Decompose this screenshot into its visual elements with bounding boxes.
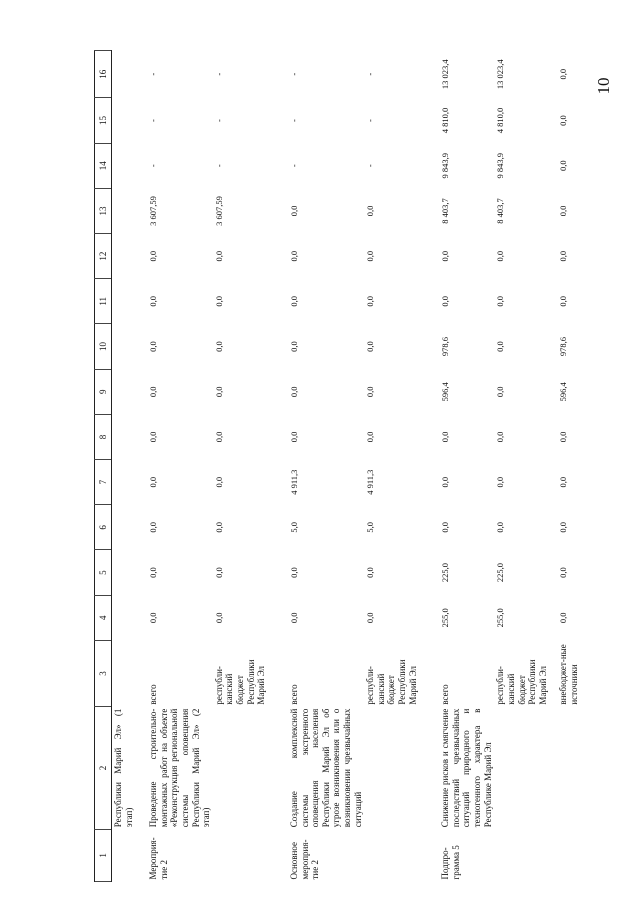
value-cell: 0,0 bbox=[288, 341, 299, 352]
spacer-cell bbox=[549, 51, 557, 882]
funding-source-cell: всего bbox=[288, 684, 299, 705]
value-cell: 0,0 bbox=[288, 386, 299, 398]
value-cell bbox=[112, 595, 136, 640]
value-cell bbox=[112, 369, 136, 414]
value-cell: 0,0 bbox=[558, 250, 569, 262]
value-cell: 0,0 bbox=[288, 567, 299, 578]
value-cell: 0,0 bbox=[558, 68, 569, 80]
value-cell: - bbox=[288, 119, 299, 122]
column-number: 5 bbox=[95, 550, 112, 595]
funding-source-cell: внебюджет-ные источники bbox=[558, 644, 579, 705]
column-number: 1 bbox=[95, 829, 112, 881]
value-cell: 0,0 bbox=[365, 296, 376, 307]
value-cell: 0,0 bbox=[365, 250, 376, 262]
value-cell: 0,0 bbox=[213, 341, 224, 352]
funding-source-cell: республи-канский бюджет Республики Марий Эл bbox=[213, 659, 267, 705]
value-cell: 0,0 bbox=[495, 476, 506, 488]
value-cell: 0,0 bbox=[213, 250, 224, 262]
value-cell: 0,0 bbox=[495, 250, 506, 262]
value-cell: 0,0 bbox=[495, 341, 506, 352]
column-number: 7 bbox=[95, 460, 112, 505]
value-cell: 0,0 bbox=[495, 431, 506, 443]
value-cell: 3 607,59 bbox=[213, 196, 224, 226]
value-cell bbox=[112, 414, 136, 459]
value-cell: - bbox=[148, 119, 159, 122]
value-cell: 0,0 bbox=[148, 296, 159, 307]
value-cell: 0,0 bbox=[148, 250, 159, 262]
value-cell: 0,0 bbox=[440, 296, 451, 307]
value-cell: 0,0 bbox=[558, 522, 569, 533]
row-name-cell bbox=[494, 707, 549, 830]
value-cell: 0,0 bbox=[213, 386, 224, 398]
value-cell: 0,0 bbox=[213, 567, 224, 578]
value-cell: 4 911,3 bbox=[288, 469, 299, 495]
value-cell: 0,0 bbox=[213, 296, 224, 307]
value-cell: 0,0 bbox=[365, 341, 376, 352]
value-cell: - bbox=[365, 164, 376, 168]
spacer-cell bbox=[268, 51, 288, 882]
value-cell: 0,0 bbox=[365, 431, 376, 443]
row-code-cell bbox=[112, 829, 136, 881]
table-row bbox=[557, 51, 580, 882]
value-cell: 8 403,7 bbox=[495, 198, 506, 224]
value-cell: - bbox=[213, 164, 224, 168]
value-cell: 0,0 bbox=[558, 115, 569, 126]
column-number: 9 bbox=[95, 369, 112, 414]
value-cell: - bbox=[213, 119, 224, 122]
value-cell: 0,0 bbox=[213, 476, 224, 488]
value-cell: 4 810,0 bbox=[495, 107, 506, 134]
value-cell: - bbox=[213, 72, 224, 76]
spacer-cell bbox=[419, 51, 439, 882]
column-number: 3 bbox=[95, 640, 112, 706]
column-number: 12 bbox=[95, 234, 112, 279]
row-name-cell: Снижение рисков и смягчение последствий чрезвычайных ситуаций природного и техногенного характера в Республике Марий Эл bbox=[440, 708, 493, 828]
value-cell: 0,0 bbox=[148, 341, 159, 352]
column-number: 2 bbox=[95, 707, 112, 830]
rotated-table-area bbox=[94, 50, 579, 882]
value-cell bbox=[112, 505, 136, 550]
value-cell: 9 843,9 bbox=[440, 152, 451, 179]
table-row bbox=[147, 51, 213, 882]
spacer-row bbox=[135, 51, 147, 882]
value-cell: 3 607,59 bbox=[148, 196, 159, 226]
value-cell: 0,0 bbox=[213, 612, 224, 624]
row-name-cell: Создание комплексной системы экстренного оповещения населения Республики Марий Эл об угрозе возникновения или о возникновении чрезвычайных ситуаций bbox=[288, 708, 363, 828]
value-cell: 0,0 bbox=[440, 250, 451, 262]
value-cell: 4 810,0 bbox=[440, 107, 451, 134]
value-cell: 0,0 bbox=[440, 522, 451, 533]
value-cell: 0,0 bbox=[148, 431, 159, 443]
value-cell bbox=[112, 188, 136, 233]
value-cell: 0,0 bbox=[365, 567, 376, 578]
value-cell: 0,0 bbox=[558, 476, 569, 488]
value-cell: 8 403,7 bbox=[440, 198, 451, 224]
value-cell: 0,0 bbox=[365, 205, 376, 217]
column-number: 11 bbox=[95, 279, 112, 324]
column-number: 6 bbox=[95, 505, 112, 550]
value-cell: - bbox=[148, 72, 159, 76]
value-cell: 0,0 bbox=[148, 476, 159, 488]
value-cell: 255,0 bbox=[440, 608, 451, 628]
value-cell bbox=[112, 324, 136, 369]
value-cell: 13 023,4 bbox=[440, 59, 451, 90]
value-cell: 9 843,9 bbox=[495, 152, 506, 179]
value-cell: 225,0 bbox=[495, 563, 506, 583]
column-number: 14 bbox=[95, 143, 112, 188]
page-number: 10 bbox=[594, 77, 613, 95]
value-cell: 0,0 bbox=[495, 386, 506, 398]
table-row bbox=[112, 51, 136, 882]
spacer-cell bbox=[135, 51, 147, 882]
row-code-cell bbox=[364, 829, 419, 881]
value-cell: 255,0 bbox=[495, 608, 506, 628]
value-cell bbox=[112, 279, 136, 324]
value-cell: 0,0 bbox=[440, 476, 451, 488]
value-cell: 0,0 bbox=[558, 205, 569, 217]
column-number: 10 bbox=[95, 324, 112, 369]
value-cell: 0,0 bbox=[288, 431, 299, 443]
value-cell: - bbox=[288, 164, 299, 168]
column-number: 16 bbox=[95, 51, 112, 98]
value-cell bbox=[112, 98, 136, 143]
value-cell: 978,6 bbox=[440, 336, 451, 357]
value-cell: 0,0 bbox=[558, 431, 569, 443]
value-cell: 0,0 bbox=[558, 612, 569, 624]
row-name-cell bbox=[213, 707, 268, 830]
funding-source-cell: республи-канский бюджет Республики Марий Эл bbox=[495, 659, 548, 705]
value-cell: 0,0 bbox=[148, 567, 159, 578]
value-cell: - bbox=[365, 72, 376, 76]
row-code-cell bbox=[494, 829, 549, 881]
value-cell: 0,0 bbox=[148, 386, 159, 398]
table-row bbox=[288, 51, 364, 882]
column-number: 8 bbox=[95, 414, 112, 459]
value-cell: - bbox=[148, 164, 159, 168]
row-name-cell: Проведение строительно-монтажных работ на объекте «Реконструкция региональной системы оповещения Республики Марий Эл» (2 этап) bbox=[148, 708, 212, 828]
value-cell: - bbox=[365, 119, 376, 122]
table-row bbox=[213, 51, 268, 882]
funding-source-cell: республи-канский бюджет Республики Марий Эл bbox=[365, 659, 418, 705]
column-number: 15 bbox=[95, 98, 112, 143]
value-cell: 978,6 bbox=[558, 336, 569, 357]
row-code-cell: Подпро-грамма 5 bbox=[440, 845, 461, 880]
value-cell: 596,4 bbox=[558, 382, 569, 402]
row-code-cell: Мероприя-тие 2 bbox=[148, 837, 169, 880]
value-cell: 596,4 bbox=[440, 382, 451, 402]
value-cell bbox=[112, 550, 136, 595]
value-cell: 225,0 bbox=[440, 563, 451, 583]
value-cell bbox=[112, 51, 136, 98]
row-code-cell: Основное мероприя-тие 2 bbox=[288, 839, 321, 880]
value-cell: 0,0 bbox=[495, 296, 506, 307]
funding-source-cell bbox=[112, 640, 136, 706]
spacer-row bbox=[419, 51, 439, 882]
row-code-cell bbox=[213, 829, 268, 881]
table-body bbox=[112, 51, 581, 882]
value-cell: 13 023,4 bbox=[495, 59, 506, 90]
value-cell: 4 911,3 bbox=[365, 469, 376, 495]
value-cell: 0,0 bbox=[558, 296, 569, 307]
table-row bbox=[364, 51, 419, 882]
table-row bbox=[494, 51, 549, 882]
spacer-row bbox=[268, 51, 288, 882]
row-name-cell: Республики Марий Эл» (1 этап) bbox=[113, 708, 134, 828]
column-number-row bbox=[95, 51, 112, 882]
column-number: 13 bbox=[95, 188, 112, 233]
value-cell: - bbox=[288, 72, 299, 76]
value-cell bbox=[112, 143, 136, 188]
value-cell: 0,0 bbox=[288, 296, 299, 307]
value-cell: 5,0 bbox=[365, 522, 376, 533]
budget-table bbox=[94, 50, 581, 882]
value-cell: 5,0 bbox=[288, 522, 299, 533]
value-cell: 0,0 bbox=[288, 612, 299, 624]
value-cell: 0,0 bbox=[558, 567, 569, 578]
value-cell: 0,0 bbox=[148, 522, 159, 533]
value-cell: 0,0 bbox=[365, 612, 376, 624]
value-cell: 0,0 bbox=[440, 431, 451, 443]
value-cell: 0,0 bbox=[288, 205, 299, 217]
value-cell: 0,0 bbox=[213, 431, 224, 443]
value-cell: 0,0 bbox=[213, 522, 224, 533]
funding-source-cell: всего bbox=[148, 684, 159, 705]
value-cell: 0,0 bbox=[148, 612, 159, 624]
row-name-cell bbox=[557, 707, 580, 830]
row-name-cell bbox=[364, 707, 419, 830]
value-cell: 0,0 bbox=[365, 386, 376, 398]
row-code-cell bbox=[557, 829, 580, 881]
table-row bbox=[439, 51, 494, 882]
funding-source-cell: всего bbox=[440, 684, 451, 705]
value-cell: 0,0 bbox=[558, 160, 569, 172]
value-cell: 0,0 bbox=[495, 522, 506, 533]
column-number: 4 bbox=[95, 595, 112, 640]
value-cell bbox=[112, 460, 136, 505]
value-cell: 0,0 bbox=[288, 250, 299, 262]
value-cell bbox=[112, 234, 136, 279]
spacer-row bbox=[549, 51, 557, 882]
